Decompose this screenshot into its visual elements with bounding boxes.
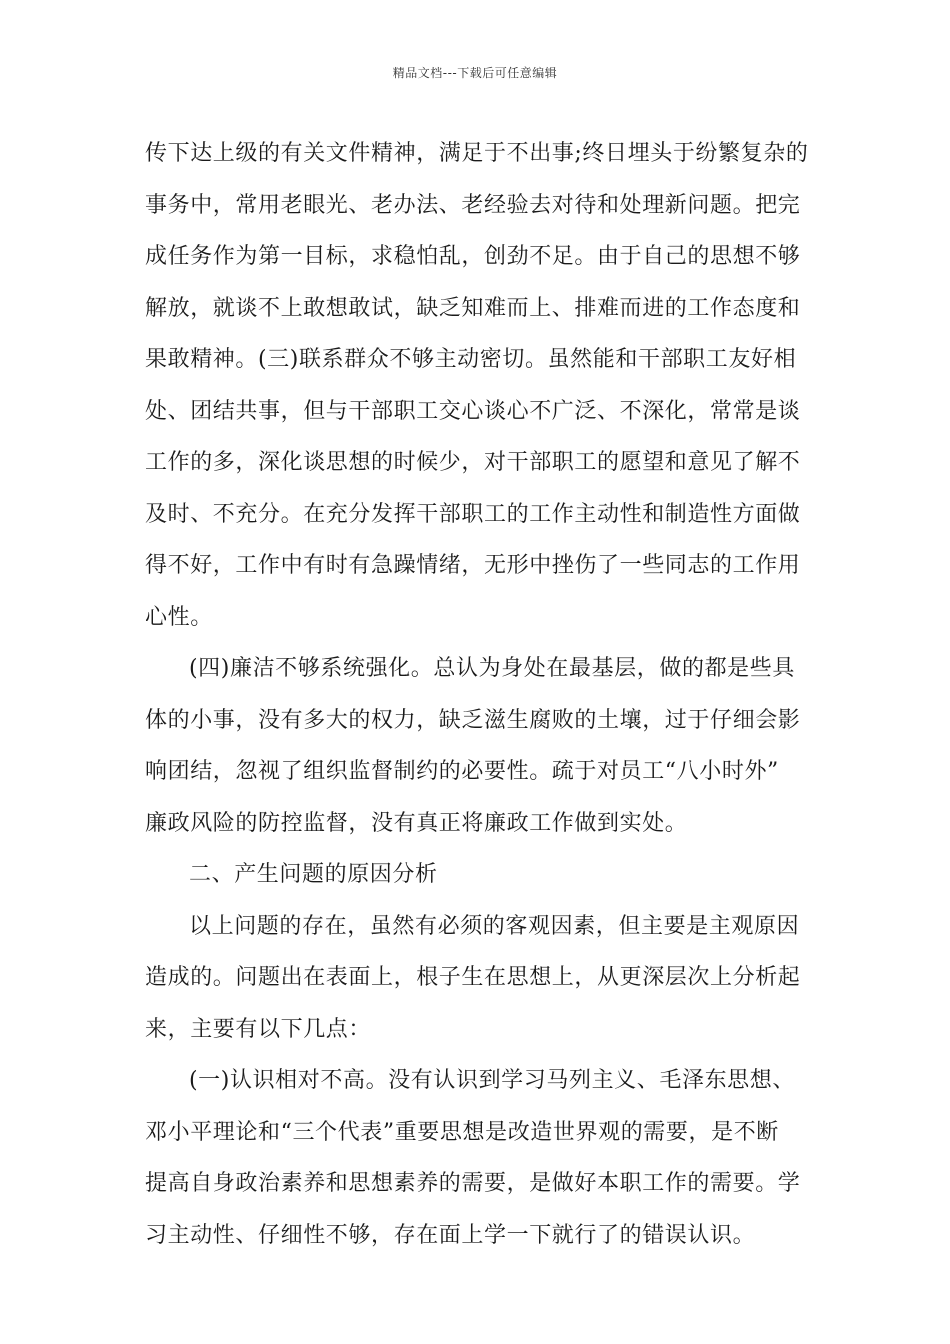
text-line: 传下达上级的有关文件精神，满足于不出事;终日埋头于纷繁复杂的 [145,141,809,166]
text-line: 习主动性、仔细性不够，存在面上学一下就行了的错误认识。 [145,1222,756,1248]
text-line: 解放，就谈不上敢想敢试，缺乏知难而上、排难而进的工作态度和 [145,295,801,321]
text-line: 工作的多，深化谈思想的时候少，对干部职工的愿望和意见了解不 [145,450,801,475]
text-line: 处、团结共事，但与干部职工交心谈心不广泛、不深化，常常是谈 [145,398,801,424]
text-line: 廉政风险的防控监督，没有真正将廉政工作做到实处。 [145,810,688,836]
text-line: 成任务作为第一目标，求稳怕乱，创劲不足。由于自己的思想不够 [145,244,801,269]
text-line: 造成的。问题出在表面上，根子生在思想上，从更深层次上分析起 [145,965,801,990]
section-heading: 二、产生问题的原因分析 [189,862,438,887]
document-body [145,128,809,1261]
text-line: 果敢精神。(三)联系群众不够主动密切。虽然能和干部职工友好相 [145,347,797,372]
text-line: 体的小事，没有多大的权力，缺乏滋生腐败的土壤，过于仔细会影 [145,707,801,733]
text-line: 事务中，常用老眼光、老办法、老经验去对待和处理新问题。把完 [145,192,801,218]
text-line: 提高自身政治素养和思想素养的需要，是做好本职工作的需要。学 [145,1171,801,1196]
text-line: 心性。 [145,604,213,630]
text-line: 得不好，工作中有时有急躁情绪，无形中挫伤了一些同志的工作用 [145,553,801,578]
text-line: 来，主要有以下几点： [145,1016,372,1042]
paragraph-start-line: (四)廉洁不够系统强化。总认为身处在最基层，做的都是些具 [189,656,795,681]
text-line: 及时、不充分。在充分发挥干部职工的工作主动性和制造性方面做 [145,501,801,527]
text-line: 邓小平理论和“三个代表”重要思想是改造世界观的需要，是不断 [145,1119,779,1145]
paragraph-start-line: 以上问题的存在，虽然有必须的客观因素，但主要是主观原因 [189,913,800,939]
page-header: 精品文档---下载后可任意编辑 [392,66,558,80]
paragraph-start-line: (一)认识相对不高。没有认识到学习马列主义、毛泽东思想、 [189,1068,795,1093]
text-line: 响团结，忽视了组织监督制约的必要性。疏于对员工“八小时外” [145,759,779,784]
